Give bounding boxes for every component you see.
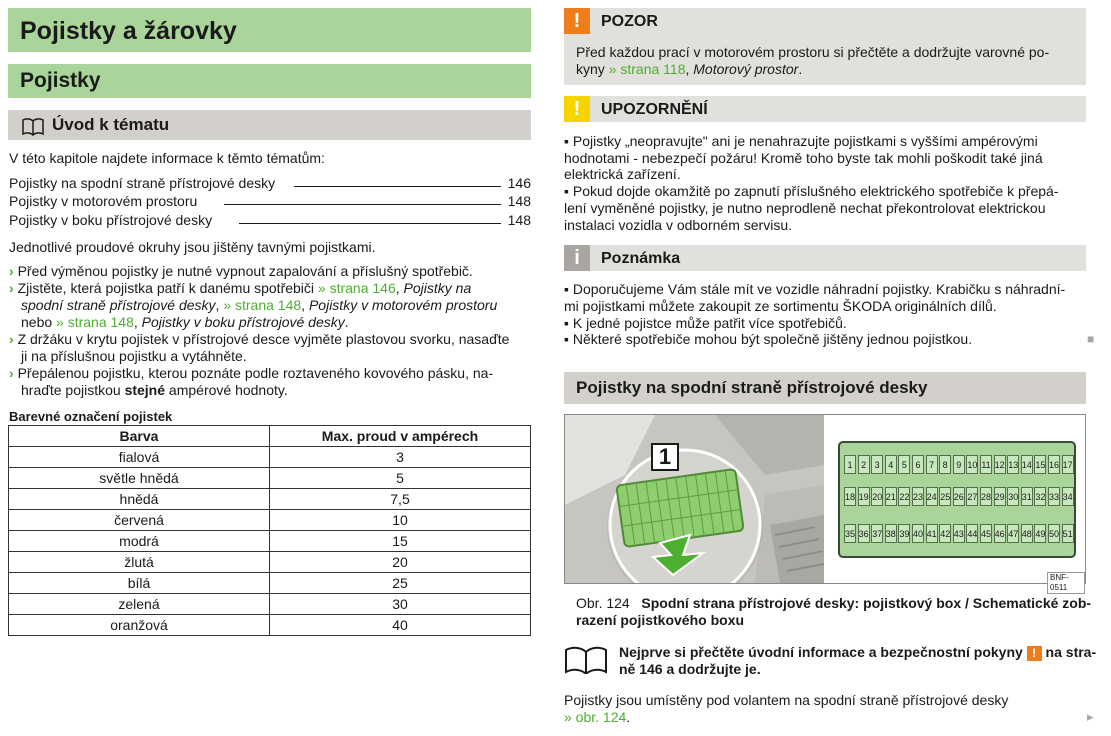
step-item xyxy=(9,280,471,297)
toc-row[interactable] xyxy=(9,174,531,192)
caution-text: ▪ Pojistky „neopravujte" ani je nenahrazujte pojistkami s vyššími ampérovými xyxy=(564,133,1038,149)
fuse-slot: 24 xyxy=(926,487,938,506)
fuse-slot: 30 xyxy=(1007,487,1019,506)
fuse-amp-cell: 3 xyxy=(270,447,531,468)
fuse-slot: 21 xyxy=(885,487,897,506)
fuse-slot: 14 xyxy=(1021,455,1033,474)
subsection-title-text: Úvod k tématu xyxy=(52,115,170,134)
fuse-slot: 51 xyxy=(1062,524,1074,543)
paragraph-part: . xyxy=(626,709,631,725)
note-text: ▪ Některé spotřebiče mohou být společně jištěny jednou pojistkou. xyxy=(564,331,973,347)
step-text-italic: spodní straně přístrojové desky xyxy=(21,297,216,313)
fuse-slot: 45 xyxy=(980,524,992,543)
fuse-color-cell: fialová xyxy=(9,447,270,468)
fuse-color-cell: hnědá xyxy=(9,489,270,510)
fuse-slot: 12 xyxy=(994,455,1006,474)
toc-label: Pojistky v motorovém prostoru xyxy=(9,192,201,210)
toc-label: Pojistky v boku přístrojové desky xyxy=(9,211,216,229)
fuse-slot: 48 xyxy=(1021,524,1033,543)
table-row xyxy=(9,615,531,636)
fuse-color-cell: bílá xyxy=(9,573,270,594)
toc-row[interactable] xyxy=(9,192,531,210)
fuse-color-cell: žlutá xyxy=(9,552,270,573)
notice-text-part: na stra- xyxy=(1041,644,1097,660)
section-title: Pojistky xyxy=(8,64,531,98)
danger-text-italic: Motorový prostor xyxy=(693,61,799,77)
table-header-row xyxy=(9,426,531,447)
chevron-right-icon: › xyxy=(9,263,14,279)
fuse-slot: 25 xyxy=(939,487,951,506)
fuse-slot: 17 xyxy=(1062,455,1074,474)
caution-text: lení vyměněné pojistky, je nutno neprodleně nechat překontrolovat elektrickou xyxy=(564,200,1046,216)
fuse-color-cell: světle hnědá xyxy=(9,468,270,489)
page-link[interactable]: » strana 118 xyxy=(608,61,686,77)
note-text: ▪ K jedné pojistce může patřit více spotřebičů. xyxy=(564,315,847,331)
table-row xyxy=(9,468,531,489)
step-text: ampérové hodnoty. xyxy=(165,382,288,398)
figure-callout: 1 xyxy=(651,443,679,471)
fuse-slot: 34 xyxy=(1062,487,1074,506)
danger-text-part: kyny xyxy=(576,61,609,77)
step-text-italic: Pojistky na xyxy=(403,280,472,296)
table-row xyxy=(9,510,531,531)
fuse-slot: 42 xyxy=(939,524,951,543)
fuse-slot: 35 xyxy=(844,524,856,543)
step-item xyxy=(9,365,493,382)
open-book-icon xyxy=(564,646,608,677)
fuse-amp-cell: 10 xyxy=(270,510,531,531)
danger-text: Před každou prací v motorovém prostoru si přečtěte a dodržujte varovné po- xyxy=(576,44,1050,60)
fuse-slot: 29 xyxy=(994,487,1006,506)
step-text: hraďte pojistkou xyxy=(21,382,125,398)
fuse-color-cell: oranžová xyxy=(9,615,270,636)
page-link[interactable]: » strana 146 xyxy=(317,280,396,296)
step-text: Přepálenou pojistku, kterou poznáte podle roztaveného kovového pásku, na- xyxy=(17,365,494,381)
fuse-slot: 23 xyxy=(912,487,924,506)
caption-label: Obr. 124 xyxy=(576,595,630,611)
fuse-slot: 40 xyxy=(912,524,924,543)
fuse-amp-cell: 5 xyxy=(270,468,531,489)
caution-text: ▪ Pokud dojde okamžitě po zapnutí příslušného elektrického spotřebiče k přepá- xyxy=(564,183,1059,199)
fuse-box-schematic xyxy=(838,441,1076,558)
step-text: nebo xyxy=(21,314,57,330)
fuse-amp-cell: 25 xyxy=(270,573,531,594)
fuse-slot: 20 xyxy=(871,487,883,506)
fuse-slot: 11 xyxy=(980,455,992,474)
caution-text: instalaci vozidla v odborném servisu. xyxy=(564,217,792,233)
step-text: , xyxy=(395,280,404,296)
note-header xyxy=(564,245,1086,271)
notice-text xyxy=(619,644,1096,661)
fuse-color-cell: červená xyxy=(9,510,270,531)
step-text-italic: Pojistky v boku přístrojové desky xyxy=(141,314,345,330)
fuse-amp-cell: 15 xyxy=(270,531,531,552)
fuse-slot: 10 xyxy=(966,455,978,474)
chevron-right-icon: › xyxy=(9,280,14,296)
step-text: . xyxy=(344,314,349,330)
info-icon: i xyxy=(564,245,590,271)
warning-icon: ! xyxy=(1027,646,1042,661)
warning-icon: ! xyxy=(564,8,590,34)
fuse-slot: 46 xyxy=(994,524,1006,543)
danger-text xyxy=(576,61,802,78)
fuse-slot: 33 xyxy=(1048,487,1060,506)
step-text: Před výměnou pojistky je nutné vypnout zapalování a příslušný spotřebič. xyxy=(17,263,473,279)
page-link[interactable]: » strana 148 xyxy=(223,297,302,313)
toc-page: 146 xyxy=(507,175,531,191)
danger-box xyxy=(564,8,1086,85)
section-end-icon: ■ xyxy=(1087,332,1095,346)
fuse-amp-cell: 20 xyxy=(270,552,531,573)
warning-icon: ! xyxy=(564,96,590,122)
step-item-cont xyxy=(21,314,349,331)
toc-leader xyxy=(294,186,501,187)
fuse-slot: 39 xyxy=(898,524,910,543)
toc-leader xyxy=(224,204,501,205)
figure-code: BNF-0511 xyxy=(1047,572,1085,594)
table-header: Max. proud v ampérech xyxy=(270,426,531,447)
fuse-slot: 49 xyxy=(1034,524,1046,543)
fuse-slot: 5 xyxy=(898,455,910,474)
dashboard-illustration xyxy=(565,415,824,583)
step-text: Zjistěte, která pojistka patří k danému spotřebiči xyxy=(17,280,318,296)
subsection-title xyxy=(8,110,531,140)
fuse-slot: 16 xyxy=(1048,455,1060,474)
fuse-slot: 7 xyxy=(926,455,938,474)
fuse-slot: 37 xyxy=(871,524,883,543)
step-item xyxy=(9,263,473,280)
table-row xyxy=(9,573,531,594)
toc-row[interactable] xyxy=(9,211,531,229)
fuse-color-cell: modrá xyxy=(9,531,270,552)
fuse-slot: 41 xyxy=(926,524,938,543)
toc-page: 148 xyxy=(507,212,531,228)
toc-label: Pojistky na spodní straně přístrojové desky xyxy=(9,174,279,192)
fuse-color-cell: zelená xyxy=(9,594,270,615)
table-row xyxy=(9,447,531,468)
next-page-icon: ▸ xyxy=(1087,709,1094,724)
danger-title: POZOR xyxy=(601,13,658,30)
danger-text-part: , xyxy=(685,61,694,77)
caution-header xyxy=(564,96,1086,122)
fuse-slot: 36 xyxy=(858,524,870,543)
table-row xyxy=(9,594,531,615)
paragraph: Jednotlivé proudové okruhy jsou jištěny tavnými pojistkami. xyxy=(9,239,376,255)
fuse-amp-cell: 40 xyxy=(270,615,531,636)
figure-caption-cont: razení pojistkového boxu xyxy=(576,612,745,628)
toc-leader xyxy=(239,223,501,224)
fuse-slot: 6 xyxy=(912,455,924,474)
fuse-slot: 19 xyxy=(858,487,870,506)
paragraph xyxy=(564,709,630,726)
fuse-slot: 13 xyxy=(1007,455,1019,474)
toc-page: 148 xyxy=(507,193,531,209)
note-text: mi pojistkami můžete zakoupit ze sortimentu ŠKODA originálních dílů. xyxy=(564,298,997,314)
fuse-slot: 18 xyxy=(844,487,856,506)
note-title: Poznámka xyxy=(601,250,681,267)
step-text-italic: Pojistky v motorovém prostoru xyxy=(308,297,498,313)
notice-text-part: Nejprve si přečtěte úvodní informace a bezpečnostní pokyny xyxy=(619,644,1027,660)
chevron-right-icon: › xyxy=(9,365,14,381)
step-item-cont: ji na příslušnou pojistku a vytáhněte. xyxy=(21,348,247,364)
fuse-slot: 50 xyxy=(1048,524,1060,543)
step-text-bold: stejné xyxy=(124,382,166,398)
table-row xyxy=(9,552,531,573)
fuse-slot: 26 xyxy=(953,487,965,506)
table-title: Barevné označení pojistek xyxy=(9,409,173,424)
fuse-slot: 32 xyxy=(1034,487,1046,506)
fuse-slot: 15 xyxy=(1034,455,1046,474)
chapter-title: Pojistky a žárovky xyxy=(8,8,531,52)
fuse-color-table xyxy=(8,425,531,636)
section-title: Pojistky na spodní straně přístrojové desky xyxy=(564,372,1086,404)
notice-text-cont: ně 146 a dodržujte je. xyxy=(619,661,761,677)
step-item xyxy=(9,331,509,348)
table-header: Barva xyxy=(9,426,270,447)
fuse-amp-cell: 30 xyxy=(270,594,531,615)
figure-caption xyxy=(576,595,1091,612)
fuse-slot: 4 xyxy=(885,455,897,474)
step-text: Z držáku v krytu pojistek v přístrojové desce vyjměte plastovou svorku, nasaďte xyxy=(17,331,510,347)
fuse-slot: 43 xyxy=(953,524,965,543)
fuse-slot: 9 xyxy=(953,455,965,474)
note-text: ▪ Doporučujeme Vám stále mít ve vozidle náhradní pojistky. Krabičku s náhradní- xyxy=(564,281,1066,297)
fuse-slot: 3 xyxy=(871,455,883,474)
fuse-slot: 2 xyxy=(858,455,870,474)
fuse-slot: 22 xyxy=(898,487,910,506)
fuse-slot: 47 xyxy=(1007,524,1019,543)
fuse-slot: 38 xyxy=(885,524,897,543)
fuse-slot: 1 xyxy=(844,455,856,474)
caption-text: Spodní strana přístrojové desky: pojistkový box / Schematické zob- xyxy=(641,595,1092,611)
caution-title: UPOZORNĚNÍ xyxy=(601,101,708,118)
step-text: , xyxy=(301,297,309,313)
figure-link[interactable]: » obr. 124 xyxy=(564,709,627,725)
intro-text: V této kapitole najdete informace k těmto tématům: xyxy=(9,150,325,166)
danger-text-part: . xyxy=(798,61,803,77)
step-item-cont xyxy=(21,297,497,314)
fuse-amp-cell: 7,5 xyxy=(270,489,531,510)
fuse-slot: 28 xyxy=(980,487,992,506)
paragraph: Pojistky jsou umístěny pod volantem na spodní straně přístrojové desky xyxy=(564,692,1009,708)
fuse-slot: 27 xyxy=(966,487,978,506)
caution-text: hodnotami - nebezpečí požáru! Kromě toho byste tak mohli poškodit také jiná xyxy=(564,150,1043,166)
fuse-slot: 44 xyxy=(966,524,978,543)
fuse-slot: 31 xyxy=(1021,487,1033,506)
step-text: , xyxy=(133,314,142,330)
open-book-icon xyxy=(22,116,44,146)
table-row xyxy=(9,531,531,552)
caution-text: elektrická zařízení. xyxy=(564,166,681,182)
fuse-slot: 8 xyxy=(939,455,951,474)
chevron-right-icon: › xyxy=(9,331,14,347)
step-item-cont xyxy=(21,382,288,399)
table-row xyxy=(9,489,531,510)
page-link[interactable]: » strana 148 xyxy=(56,314,134,330)
step-text: , xyxy=(215,297,224,313)
